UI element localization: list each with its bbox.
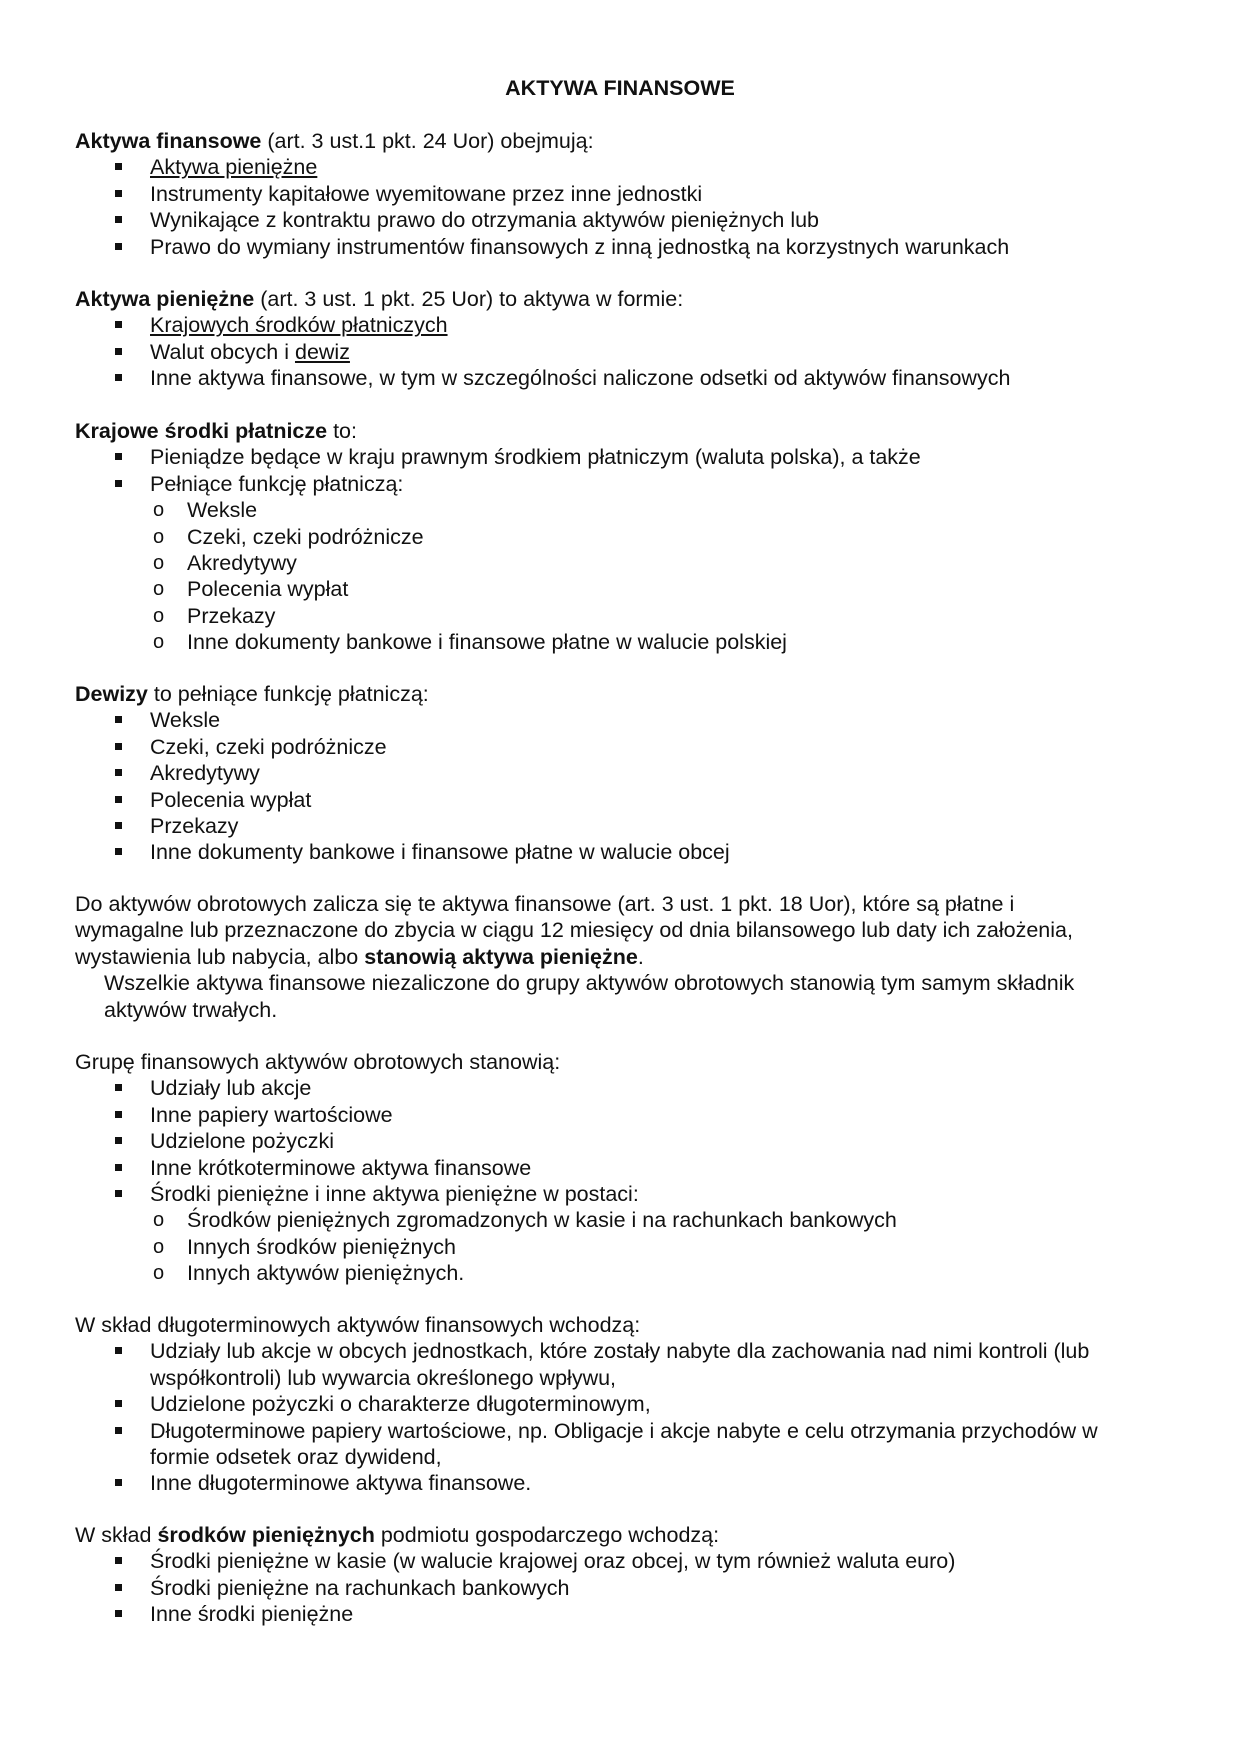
section-heading xyxy=(75,286,1175,312)
square-bullet-icon xyxy=(115,1137,122,1144)
sub-list-item-text: Środków pieniężnych zgromadzonych w kasie i na rachunkach bankowych xyxy=(187,1208,897,1233)
heading-bold: Krajowe środki płatnicze xyxy=(75,419,328,443)
sub-list xyxy=(75,497,1175,655)
list-item-text: Udzielone pożyczki o charakterze długoterminowym, xyxy=(150,1392,651,1417)
circle-bullet-icon: o xyxy=(153,1262,165,1285)
heading-bold: środków pieniężnych xyxy=(157,1523,375,1547)
section-heading: W skład długoterminowych aktywów finansowych wchodzą: xyxy=(75,1313,641,1337)
square-bullet-icon xyxy=(115,796,122,803)
list-item xyxy=(75,365,1175,391)
sub-list-item-text: Weksle xyxy=(187,498,258,523)
list-item-text: Inne papiery wartościowe xyxy=(150,1102,393,1127)
list-item-text: Środki pieniężne w kasie (w walucie krajowej oraz obcej, w tym również waluta euro) xyxy=(150,1549,956,1574)
list-item-text: Pełniące funkcję płatniczą: xyxy=(150,471,404,496)
list-item xyxy=(75,1338,1175,1391)
list-item-text: Polecenia wypłat xyxy=(150,787,312,812)
list-item-text: Inne krótkoterminowe aktywa finansowe xyxy=(150,1155,532,1180)
sub-list-item-text: Akredytywy xyxy=(187,551,297,576)
section-srodki-pieniezne xyxy=(75,1522,1175,1628)
square-bullet-icon xyxy=(115,1164,122,1171)
list-item-text: Udziały lub akcje w obcych jednostkach, które zostały nabyte dla zachowania nad nimi kontroli (lub xyxy=(150,1339,1090,1364)
section-heading xyxy=(75,418,1175,444)
square-bullet-icon xyxy=(115,1084,122,1091)
list-item-text: Weksle xyxy=(150,708,221,733)
square-bullet-icon xyxy=(115,480,122,487)
square-bullet-icon xyxy=(115,1584,122,1591)
sub-list-item xyxy=(75,524,1175,550)
list-item-text: Walut obcych i xyxy=(150,339,295,364)
heading-bold: Dewizy xyxy=(75,682,148,706)
paragraph-text: . xyxy=(637,944,644,969)
list-item xyxy=(75,471,1175,497)
link-text: dewiz xyxy=(294,339,350,364)
list-item xyxy=(75,154,1175,180)
list-item xyxy=(75,312,1175,338)
circle-bullet-icon: o xyxy=(153,578,165,601)
sub-list-item-text: Inne dokumenty bankowe i finansowe płatne w walucie polskiej xyxy=(187,630,787,655)
list-item xyxy=(75,813,1175,839)
circle-bullet-icon: o xyxy=(153,552,165,575)
list-item-text: Inne długoterminowe aktywa finansowe. xyxy=(150,1471,532,1496)
section-aktywa-obrotowe-info xyxy=(75,891,1185,1023)
heading-rest: to pełniące funkcję płatniczą: xyxy=(147,682,429,706)
square-bullet-icon xyxy=(115,1557,122,1564)
list-item xyxy=(75,1128,1175,1154)
bullet-list xyxy=(75,1338,1175,1496)
sub-list-item xyxy=(75,629,1175,655)
section-krajowe-srodki xyxy=(75,418,1175,656)
paragraph-line: wymagalne lub przeznaczone do zbycia w ciągu 12 miesięcy od dnia bilansowego lub daty ich założenia, xyxy=(75,918,1073,943)
indented-line: aktywów trwałych. xyxy=(104,997,278,1022)
section-aktywa-pieniezne xyxy=(75,286,1175,392)
list-item xyxy=(75,1155,1175,1181)
indented-line: Wszelkie aktywa finansowe niezaliczone do grupy aktywów obrotowych stanowią tym samym składnik xyxy=(104,971,1075,996)
heading-rest: (art. 3 ust.1 pkt. 24 Uor) obejmują: xyxy=(261,129,594,153)
square-bullet-icon xyxy=(115,190,122,197)
bullet-list xyxy=(75,1075,1175,1207)
section-heading: Grupę finansowych aktywów obrotowych stanowią: xyxy=(75,1050,561,1074)
list-item-text: Udziały lub akcje xyxy=(150,1076,312,1101)
bullet-list xyxy=(75,154,1175,260)
list-item-text: współkontroli) lub wywarcia określonego wpływu, xyxy=(150,1365,617,1390)
list-item-text: formie odsetek oraz dywidend, xyxy=(150,1445,442,1470)
list-item-text: Udzielone pożyczki xyxy=(150,1129,335,1154)
list-item-text: Inne dokumenty bankowe i finansowe płatne w walucie obcej xyxy=(150,840,730,865)
list-item-text: Wynikające z kontraktu prawo do otrzymania aktywów pieniężnych lub xyxy=(150,208,820,233)
sub-list-item-text: Przekazy xyxy=(187,603,276,628)
list-item xyxy=(75,444,1175,470)
list-item-text: Instrumenty kapitałowe wyemitowane przez inne jednostki xyxy=(150,181,703,206)
square-bullet-icon xyxy=(115,716,122,723)
list-item xyxy=(75,787,1175,813)
list-item xyxy=(75,234,1175,260)
sub-list-item xyxy=(75,1234,1175,1260)
list-item-text: Środki pieniężne na rachunkach bankowych xyxy=(150,1575,570,1600)
sub-list-item xyxy=(75,1207,1175,1233)
circle-bullet-icon: o xyxy=(153,499,165,522)
list-item xyxy=(75,1102,1175,1128)
list-item xyxy=(75,839,1175,865)
sub-list-item xyxy=(75,603,1175,629)
square-bullet-icon xyxy=(115,1111,122,1118)
sub-list xyxy=(75,1207,1175,1286)
bullet-list xyxy=(75,707,1175,865)
list-item xyxy=(75,1418,1175,1471)
heading-rest: to: xyxy=(327,419,357,443)
list-item xyxy=(75,339,1175,365)
list-item xyxy=(75,734,1175,760)
section-grupa-aktywow-obrotowych xyxy=(75,1049,1175,1287)
heading-bold: Aktywa finansowe xyxy=(75,129,262,153)
section-dewizy xyxy=(75,681,1175,866)
list-item xyxy=(75,1601,1175,1627)
circle-bullet-icon: o xyxy=(153,525,165,548)
sub-list-item-text: Polecenia wypłat xyxy=(187,577,349,602)
list-item-text: Akredytywy xyxy=(150,761,260,786)
list-item xyxy=(75,1391,1175,1417)
list-item xyxy=(75,1548,1175,1574)
square-bullet-icon xyxy=(115,1400,122,1407)
bullet-list xyxy=(75,1548,1175,1627)
list-item-text: Środki pieniężne i inne aktywa pieniężne w postaci: xyxy=(150,1182,639,1207)
heading-pre: W skład xyxy=(75,1523,158,1547)
square-bullet-icon xyxy=(115,1190,122,1197)
section-aktywa-finansowe xyxy=(75,128,1175,260)
square-bullet-icon xyxy=(115,848,122,855)
circle-bullet-icon: o xyxy=(153,1209,165,1232)
sub-list-item xyxy=(75,497,1175,523)
section-heading xyxy=(75,128,1175,154)
list-item xyxy=(75,207,1175,233)
section-dlugoterminowe-aktywa xyxy=(75,1312,1175,1497)
list-item xyxy=(75,1075,1175,1101)
heading-rest: (art. 3 ust. 1 pkt. 25 Uor) to aktywa w formie: xyxy=(254,287,684,311)
sub-list-item-text: Innych środków pieniężnych xyxy=(187,1234,456,1259)
square-bullet-icon xyxy=(115,374,122,381)
document-title: AKTYWA FINANSOWE xyxy=(505,76,735,100)
heading-bold: Aktywa pieniężne xyxy=(75,287,255,311)
square-bullet-icon xyxy=(115,743,122,750)
sub-list-item-text: Innych aktywów pieniężnych. xyxy=(187,1261,465,1286)
sub-list-item xyxy=(75,1260,1175,1286)
list-item xyxy=(75,707,1175,733)
sub-list-item xyxy=(75,550,1175,576)
list-item xyxy=(75,1181,1175,1207)
link-text: Aktywa pieniężne xyxy=(150,155,318,180)
square-bullet-icon xyxy=(115,1479,122,1486)
square-bullet-icon xyxy=(115,1427,122,1434)
bullet-list xyxy=(75,444,1175,497)
circle-bullet-icon: o xyxy=(153,1235,165,1258)
square-bullet-icon xyxy=(115,321,122,328)
list-item-text: Prawo do wymiany instrumentów finansowych z inną jednostką na korzystnych warunkach xyxy=(150,234,1010,259)
square-bullet-icon xyxy=(115,769,122,776)
list-item-text: Czeki, czeki podróżnicze xyxy=(150,734,387,759)
circle-bullet-icon: o xyxy=(153,604,165,627)
section-heading xyxy=(75,1522,1175,1548)
link-text: Krajowych środków płatniczych xyxy=(150,313,448,338)
list-item xyxy=(75,1470,1175,1496)
sub-list-item xyxy=(75,576,1175,602)
list-item-text: Inne aktywa finansowe, w tym w szczególności naliczone odsetki od aktywów finansowych xyxy=(150,366,1011,391)
square-bullet-icon xyxy=(115,1610,122,1617)
square-bullet-icon xyxy=(115,163,122,170)
heading-rest: podmiotu gospodarczego wchodzą: xyxy=(374,1523,720,1547)
square-bullet-icon xyxy=(115,453,122,460)
circle-bullet-icon: o xyxy=(153,631,165,654)
paragraph-text: wystawienia lub nabycia, albo xyxy=(75,944,365,969)
list-item xyxy=(75,760,1175,786)
paragraph-bold: stanowią aktywa pieniężne xyxy=(364,944,638,969)
list-item-text: Pieniądze będące w kraju prawnym środkiem płatniczym (waluta polska), a także xyxy=(150,445,921,470)
square-bullet-icon xyxy=(115,216,122,223)
list-item xyxy=(75,1575,1175,1601)
square-bullet-icon xyxy=(115,822,122,829)
bullet-list xyxy=(75,312,1175,391)
section-heading xyxy=(75,681,1175,707)
paragraph-line: Do aktywów obrotowych zalicza się te aktywa finansowe (art. 3 ust. 1 pkt. 18 Uor), które są płatne i xyxy=(75,892,1015,916)
square-bullet-icon xyxy=(115,348,122,355)
paragraph-line xyxy=(75,944,1185,970)
list-item xyxy=(75,181,1175,207)
list-item-text: Inne środki pieniężne xyxy=(150,1602,354,1627)
list-item-text: Przekazy xyxy=(150,814,239,839)
list-item-text: Długoterminowe papiery wartościowe, np. Obligacje i akcje nabyte e celu otrzymania przychodów w xyxy=(150,1418,1098,1443)
square-bullet-icon xyxy=(115,1347,122,1354)
sub-list-item-text: Czeki, czeki podróżnicze xyxy=(187,524,424,549)
square-bullet-icon xyxy=(115,243,122,250)
